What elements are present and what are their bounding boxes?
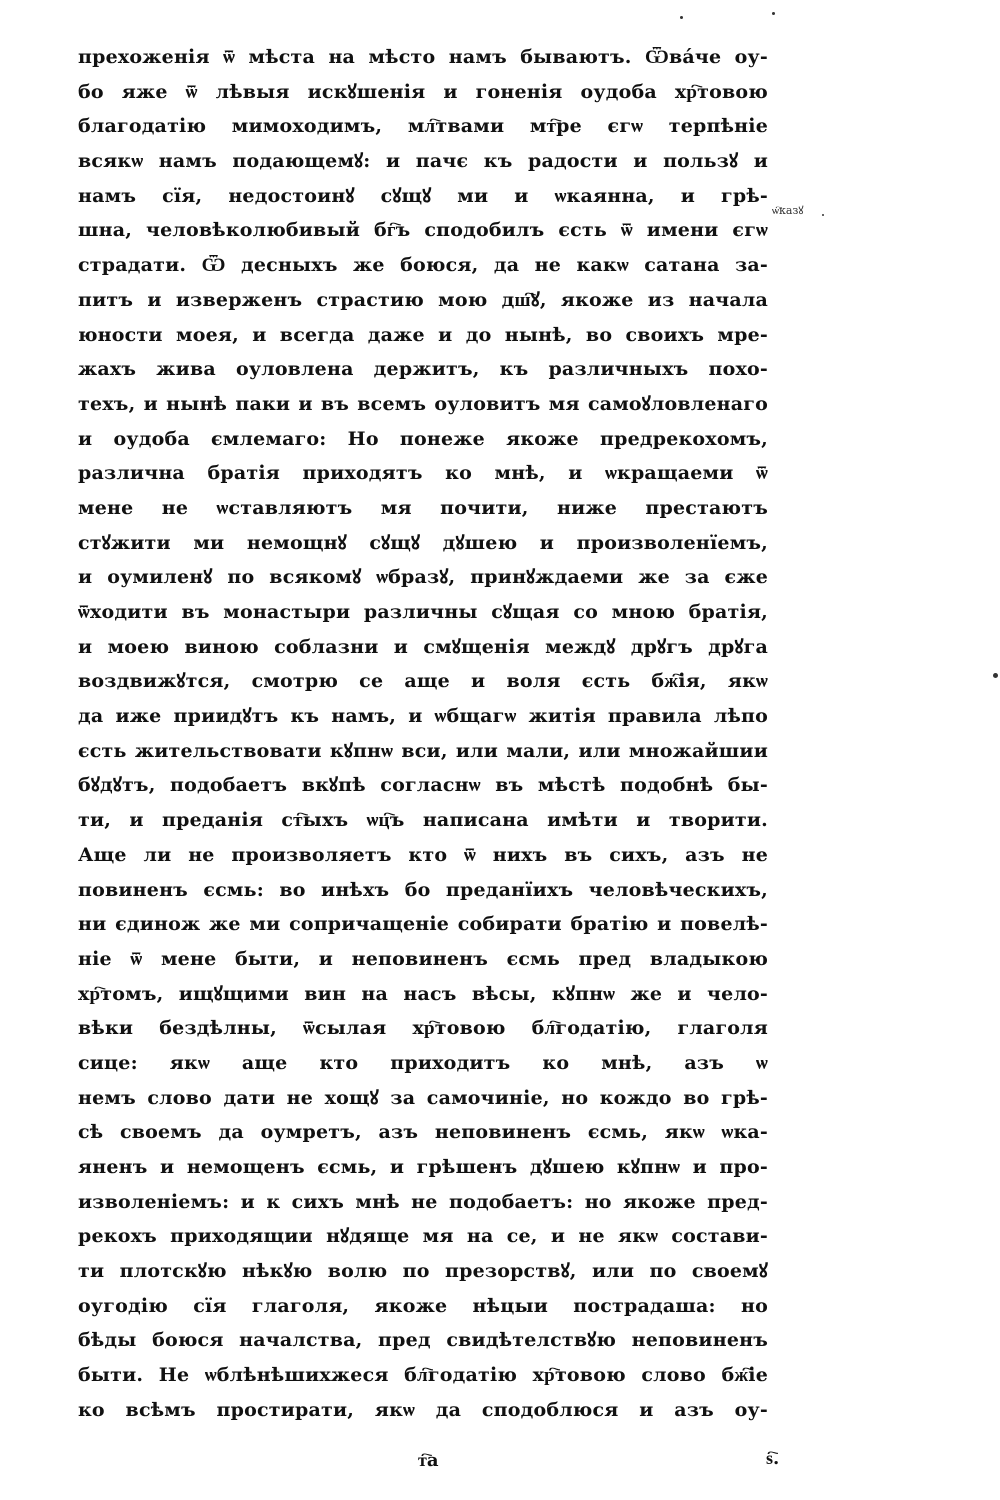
text-line: сѣ своемъ да оумретъ, азъ неповиненъ єсмь, якѡ ѡка- <box>78 1121 768 1144</box>
scan-speck <box>680 16 683 19</box>
text-line: прехоженія ѿ мѣста на мѣсто намъ бываютъ. Ѿвáче оу- <box>78 46 768 68</box>
text-line: ко всѣмъ простирати, якѡ да сподоблюся и азъ оу- <box>78 1398 768 1421</box>
text-line: рекохъ приходящии нꙋдяще мя на се, и не якѡ состави- <box>78 1225 768 1248</box>
text-line: немъ слово дати не хощꙋ за самочиніе, но кождо во грѣ- <box>78 1086 768 1109</box>
text-line: ѿходити въ монастыри различны сꙋщая со мною братія, <box>78 601 768 623</box>
text-line: и моею виною соблазни и смꙋщенія междꙋ дрꙋгъ дрꙋга <box>78 635 768 658</box>
text-line: намъ сїя, недостоинꙋ сꙋщꙋ ми и ѡкаянна, и грѣ- <box>78 184 768 207</box>
text-line: жахъ жива оуловлена держитъ, къ различныхъ похо- <box>78 358 768 381</box>
text-line: стꙋжити ми немощнꙋ сꙋщꙋ дꙋшею и произволенїемъ, <box>78 531 768 554</box>
text-line: страдати. Ѿ десныхъ же боюся, да не какѡ сатана за- <box>78 254 768 277</box>
text-line: шна, человѣколюбивый бг҇ъ сподобилъ єсть ѿ имени єгѡ <box>78 219 768 242</box>
text-line: мене не ѡставляютъ мя почити, ниже престаютъ <box>78 496 768 519</box>
text-line: бѣды боюся началства, пред свидѣтелствꙋю неповиненъ <box>78 1329 768 1352</box>
text-line: ни єдинож же ми сопричащеніе собирати братію и повелѣ- <box>78 913 768 936</box>
text-line: быти. Не ѡблѣнѣшихжеся бл҇годатію хр҇товою слово бж҇іе <box>78 1364 768 1387</box>
scan-speck <box>822 214 824 216</box>
text-line: яненъ и немощенъ єсмь, и грѣшенъ дꙋшею кꙋпнѡ и про- <box>78 1156 768 1178</box>
text-line: да иже приидꙋтъ къ намъ, и ѡбщагѡ житія правила лѣпо <box>78 705 768 728</box>
text-line: сице: якѡ аще кто приходитъ ко мнѣ, азъ ѡ <box>78 1051 768 1074</box>
main-text-block <box>78 40 768 1428</box>
text-line: бꙋдꙋтъ, подобаетъ вкꙋпѣ согласнѡ въ мѣстѣ подобнѣ бы- <box>78 774 768 797</box>
margin-note: ѡ҇казꙋ <box>772 204 804 217</box>
text-line: различна братія приходятъ ко мнѣ, и ѡкращаеми ѿ <box>78 462 768 485</box>
text-line: благодатію мимоходимъ, мл҇твами мт҇ре єгѡ терпѣніе <box>78 115 768 138</box>
text-line: хр҇томъ, ищꙋщими вин на насъ вѣсы, кꙋпнѡ же и чело- <box>78 982 768 1005</box>
text-line: техъ, и нынѣ паки и въ всемъ оуловитъ мя самоꙋловленаго <box>78 392 768 415</box>
text-line: юности моея, и всегда даже и до нынѣ, во своихъ мре- <box>78 323 768 346</box>
text-line: питъ и изверженъ страстию мою дш҇ꙋ, якоже из начала <box>78 288 768 311</box>
text-line: вѣки бездѣлны, ѿсылая хр҇товою бл҇годатію, глаголя <box>78 1017 768 1040</box>
text-line: єсть жительствовати кꙋпнѡ вси, или мали, или множайшии <box>78 739 768 762</box>
text-line: и оумиленꙋ по всякомꙋ ѡбразꙋ, принꙋждаеми же за єже <box>78 566 768 589</box>
text-line: Аще ли не произволяетъ кто ѿ нихъ въ сихъ, азъ не <box>78 843 768 866</box>
text-line: оугодію сїя глаголя, якоже нѣцыи пострадаша: но <box>78 1294 768 1317</box>
text-line: повиненъ єсмь: во инѣхъ бо преданїихъ человѣческихъ, <box>78 878 768 901</box>
text-line: изволеніемъ: и к сихъ мнѣ не подобаетъ: но якоже пред- <box>78 1190 768 1213</box>
signature-mark: ѕ҇. <box>766 1448 780 1469</box>
text-line: воздвижꙋтся, смотрю се аще и воля єсть бж҇ія, якѡ <box>78 670 768 693</box>
catchword: т҇а <box>418 1450 439 1471</box>
text-line: ти плотскꙋю нѣкꙋю волю по презорствꙋ, или по своемꙋ <box>78 1260 768 1283</box>
text-line: бо яже ѿ лѣвыя искꙋшенія и гоненія оудоба хр҇товою <box>78 80 768 103</box>
text-line: и оудоба ємлемаго: Но понеже якоже предрекохомъ, <box>78 427 768 450</box>
text-line: ніе ѿ мене быти, и неповиненъ єсмь пред владыкою <box>78 947 768 970</box>
text-line: всякѡ намъ подающемꙋ: и пачє къ радости и пользꙋ и <box>78 150 768 173</box>
scan-speck <box>993 673 998 678</box>
text-line: ти, и преданія ст҇ыхъ ѡц҇ъ написана имѣти и творити. <box>78 809 768 832</box>
scan-speck <box>772 12 775 15</box>
